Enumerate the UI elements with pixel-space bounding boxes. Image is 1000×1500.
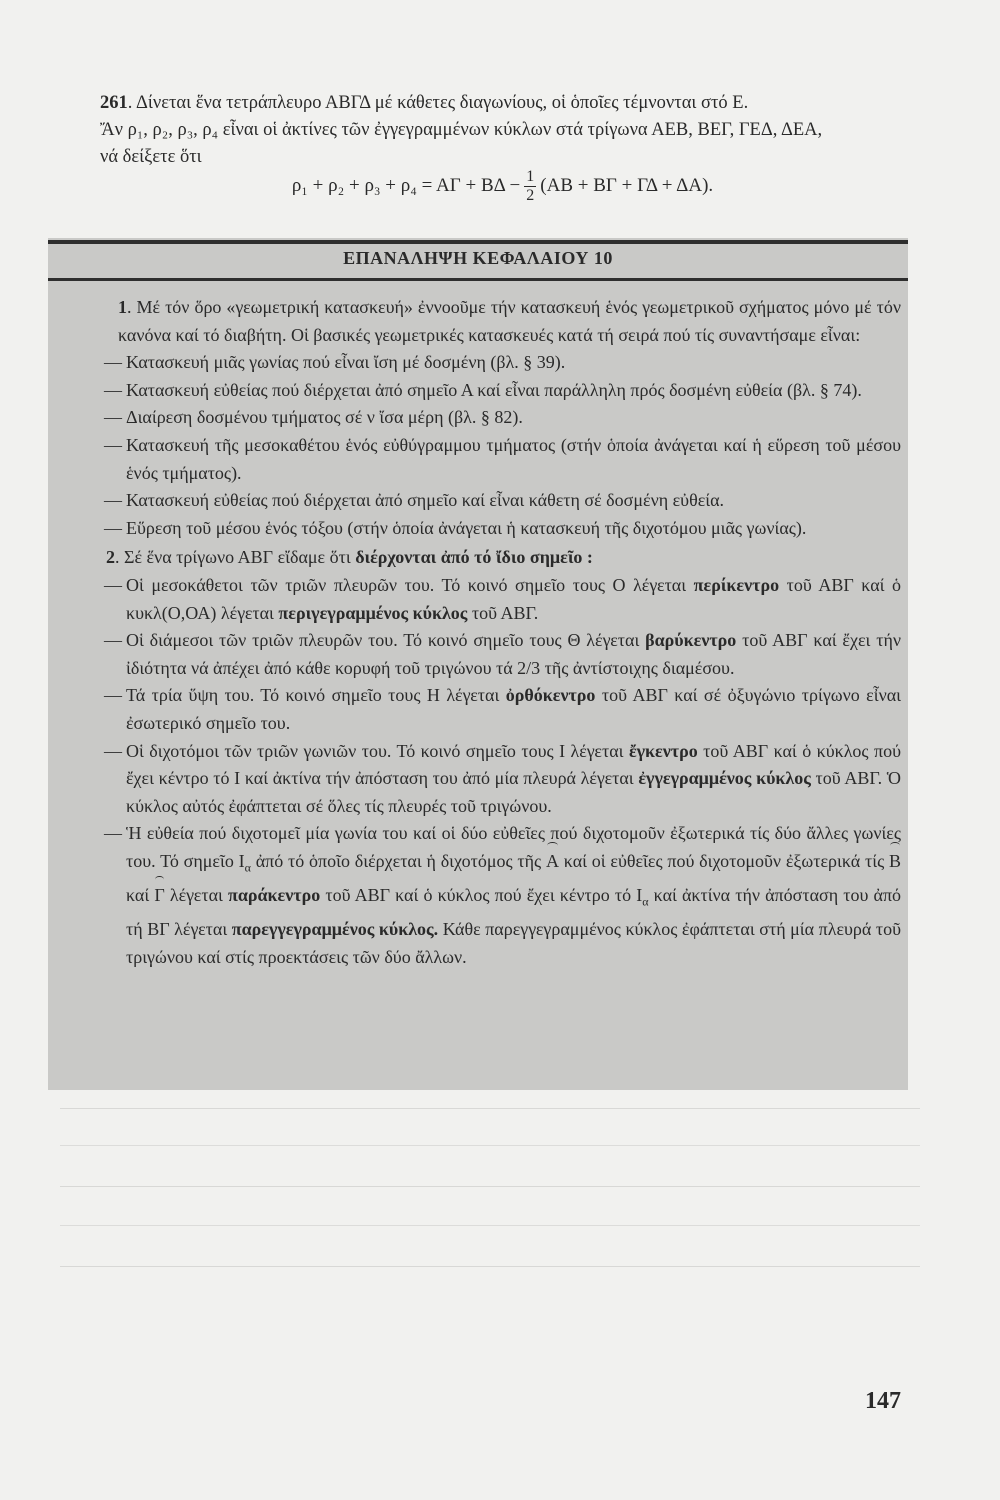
formula-fraction: $\frac{1}{2}$ [526, 168, 535, 204]
exercise-line-1: 261. Δίνεται ἕνα τετράπλευρο ΑΒΓΔ μέ κάθετες διαγωνίους, οἱ ὁποῖες τέμνονται στό Ε. [100, 93, 749, 113]
review-item-2: 2. Σέ ἕνα τρίγωνο ΑΒΓ εἴδαμε ὅτι διέρχονται ἀπό τό ἴδιο σημεῖο : [106, 547, 593, 568]
bleed-through-lines [60, 1100, 920, 1340]
concurrency-item-incenter: — Οἱ διχοτόμοι τῶν τριῶν γωνιῶν του. Τό κοινό σημεῖο τους Ι λέγεται ἔγκεντρο τοῦ ΑΒΓ καί ὁ κύκλος πού ἔχει κέντρο τό Ι καί ἀκτίνα τήν ἀπόσταση του ἀπό μία πλευρά λέγεται ἐγγεγραμμένος κύκλος τοῦ ΑΒΓ. Ὁ κύκλος αὐτός ἐφάπτεται σέ ὅλες τίς πλευρές τοῦ τριγώνου. [104, 740, 902, 816]
construction-item: — Κατασκευή εὐθείας πού διέρχεται ἀπό σημεῖο Α καί εἶναι παράλληλη πρός δοσμένη εὐθεία (βλ. § 74). [104, 379, 862, 400]
formula-right: (ΑΒ + ΒΓ + ΓΔ + ΔΑ). [540, 174, 714, 196]
formula-left: ρ₁ + ρ₂ + ρ₃ + ρ₄ = ΑΓ + ΒΔ − [291, 174, 521, 196]
concurrency-item-orthocenter: — Τά τρία ὕψη του. Τό κοινό σημεῖο τους Η λέγεται ὀρθόκεντρο τοῦ ΑΒΓ καί σέ ὀξυγώνιο τρίγωνο εἶναι ἐσωτερικό σημεῖο του. [104, 685, 901, 733]
construction-item: — Κατασκευή τῆς μεσοκαθέτου ἑνός εὐθύγραμμου τμήματος (στήν ὁποία ἀνάγεται καί ἡ εὕρεση τοῦ μέσου ἑνός τμήματος). [104, 434, 901, 483]
exercise-number: 261 [100, 93, 128, 113]
concurrency-item-circumcenter: — Οἱ μεσοκάθετοι τῶν τριῶν πλευρῶν του. Τό κοινό σημεῖο τους Ο λέγεται περίκεντρο τοῦ ΑΒΓ καί ὁ κυκλ(Ο,ΟΑ) λέγεται περιγεγραμμένος κύκλος τοῦ ΑΒΓ. [104, 574, 902, 623]
heading-rule-bottom [48, 278, 908, 281]
review-item-1: 1. Μέ τόν ὅρο «γεωμετρική κατασκευή» ἐννοοῦμε τήν κατασκευή ἑνός γεωμετρικοῦ σχήματος μόνο μέ τόν κανόνα καί τό διαβήτη. Οἱ βασικές γεωμετρικές κατασκευές κατά τή σειρά πού τίς συναντήσαμε εἶναι: [118, 297, 901, 345]
construction-item: — Κατασκευή εὐθείας πού διέρχεται ἀπό σημεῖο καί εἶναι κάθετη σέ δοσμένη εὐθεία. [104, 490, 725, 511]
angle-hat-g: Γ [154, 882, 164, 910]
heading-rule-top [48, 240, 908, 244]
construction-item: — Κατασκευή μιᾶς γωνίας πού εἶναι ἴση μέ δοσμένη (βλ. § 39). [104, 352, 566, 373]
review-content [106, 294, 901, 971]
page-number: 147 [865, 1388, 901, 1414]
construction-item: — Διαίρεση δοσμένου τμήματος σέ ν ἴσα μέρη (βλ. § 82). [104, 407, 523, 428]
exercise-formula [100, 168, 905, 205]
angle-hat-a: Α [546, 848, 559, 876]
exercise-line-3: νά δείξετε ὅτι [100, 147, 202, 167]
concurrency-item-excenter: — Ἡ εὐθεία πού διχοτομεῖ μία γωνία του καί οἱ δύο εὐθεῖες πού διχοτομοῦν ἐξωτερικά τίς δύο ἄλλες γωνίες του. Τό σημεῖο $I_\alpha$ ἀπό τό ὁποῖο διέρχεται ἡ διχοτόμος τῆς Α καί οἱ εὐθεῖες πού διχοτομοῦν ἐξωτερικά τίς Β καί Γ λέγεται παράκεντρο τοῦ ΑΒΓ καί ὁ κύκλος πού ἔχει κέντρο τό $I_\alpha$ καί ἀκτίνα τήν ἀπόσταση του ἀπό τή ΒΓ λέγεται παρεγγεγραμμένος κύκλος. Κάθε παρεγγεγραμμένος κύκλος ἐφάπτεται στή μία πλευρά τοῦ τριγώνου καί στίς προεκτάσεις τῶν δύο ἄλλων. [104, 823, 902, 967]
review-heading: ΕΠΑΝΑΛΗΨΗ ΚΕΦΑΛΑΙΟΥ 10 [343, 248, 613, 268]
concurrency-item-centroid: — Οἱ διάμεσοι τῶν τριῶν πλευρῶν του. Τό κοινό σημεῖο τους Θ λέγεται βαρύκεντρο τοῦ ΑΒΓ καί ἔχει τήν ἰδιότητα νά ἀπέχει ἀπό κάθε κορυφή τοῦ τριγώνου τά 2/3 τῆς ἀντίστοιχης διαμέσου. [104, 630, 902, 678]
exercise-line-2: Ἄν ρ₁, ρ₂, ρ₃, ρ₄ εἶναι οἱ ἀκτίνες τῶν ἐγγεγραμμένων κύκλων στά τρίγωνα ΑΕΒ, ΒΕΓ, ΓΕΔ, ΔΕΑ, [100, 120, 823, 140]
exercise-261 [100, 90, 905, 171]
chapter-review-box [48, 238, 908, 1090]
construction-item: — Εὕρεση τοῦ μέσου ἑνός τόξου (στήν ὁποία ἀνάγεται ἡ κατασκευή τῆς διχοτόμου μιᾶς γωνίας). [104, 517, 807, 538]
angle-hat-b: Β [889, 848, 901, 876]
